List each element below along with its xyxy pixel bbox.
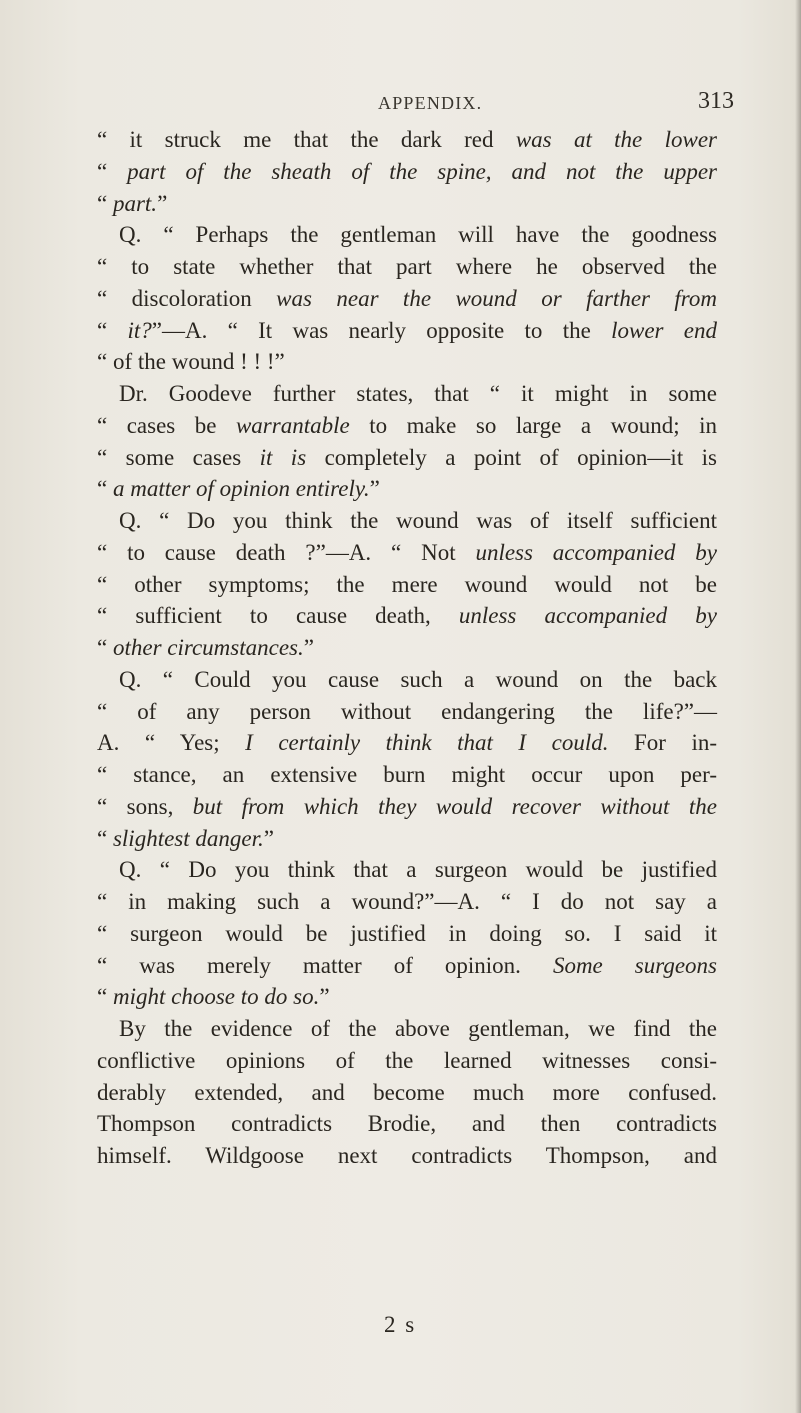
text-line: “ in making such a wound?”—A. “ I do not say a xyxy=(97,889,717,914)
text-line: “ slightest danger.” xyxy=(97,825,274,851)
text-line: Q. “ Perhaps the gentleman will have the goodness xyxy=(119,222,717,248)
text-line: “ sufficient to cause death, unless accompanied by xyxy=(97,603,717,629)
body-text xyxy=(97,124,717,1172)
text-line: “ to state whether that part where he observed the xyxy=(97,254,717,279)
text-line: “ to cause death ?”—A. “ Not unless accompanied by xyxy=(97,539,717,565)
page-header xyxy=(0,86,801,120)
text-line: “ other symptoms; the mere wound would not be xyxy=(97,571,717,597)
text-line: “ surgeon would be justified in doing so. I said it xyxy=(97,920,717,946)
text-line: conflictive opinions of the learned witnesses consi- xyxy=(97,1047,717,1073)
text-line: Thompson contradicts Brodie, and then contradicts xyxy=(97,1111,717,1137)
text-line: “ cases be warrantable to make so large a wound; in xyxy=(97,412,717,438)
text-line: “ part.” xyxy=(97,190,168,216)
text-line: “ other circumstances.” xyxy=(97,635,314,660)
text-line: “ discoloration was near the wound or farther from xyxy=(97,285,717,311)
text-line: Q. “ Do you think the wound was of itself sufficient xyxy=(119,508,717,533)
text-line: Q. “ Could you cause such a wound on the back xyxy=(119,666,717,692)
signature-mark: 2 s xyxy=(384,1312,417,1337)
text-line: “ it struck me that the dark red was at the lower xyxy=(97,127,717,152)
text-line: “ sons, but from which they would recover without the xyxy=(97,793,717,819)
text-line: “ a matter of opinion entirely.” xyxy=(97,476,380,502)
running-head: APPENDIX. xyxy=(378,93,483,113)
page-number: 313 xyxy=(698,88,734,114)
text-line: derably extended, and become much more confused. xyxy=(97,1079,717,1105)
text-line: “ part of the sheath of the spine, and not the upper xyxy=(97,158,717,184)
text-line: “ of any person without endangering the life?”— xyxy=(97,698,717,724)
text-line: Q. “ Do you think that a surgeon would be justified xyxy=(119,857,717,883)
text-line: “ some cases it is completely a point of opinion—it is xyxy=(97,444,717,470)
text-line: “ was merely matter of opinion. Some surgeons xyxy=(97,952,717,978)
text-line: himself. Wildgoose next contradicts Thompson, and xyxy=(97,1143,717,1168)
text-line: Dr. Goodeve further states, that “ it might in some xyxy=(119,381,717,406)
page-edge-shadow xyxy=(795,0,801,1413)
text-line: “ it?”—A. “ It was nearly opposite to the lower end xyxy=(97,317,717,343)
text-line: By the evidence of the above gentleman, we find the xyxy=(119,1016,717,1041)
text-line: “ might choose to do so.” xyxy=(97,984,330,1010)
text-line: “ stance, an extensive burn might occur upon per- xyxy=(97,762,717,787)
text-line: A. “ Yes; I certainly think that I could. For in- xyxy=(97,730,718,756)
text-line: “ of the wound ! ! !” xyxy=(97,349,285,375)
